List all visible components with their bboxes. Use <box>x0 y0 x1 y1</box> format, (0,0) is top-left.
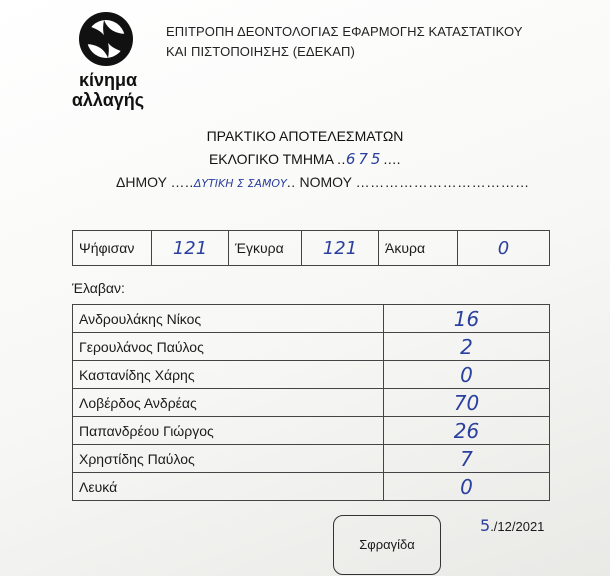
candidate-votes: 2 <box>384 333 550 361</box>
org-line1: ΕΠΙΤΡΟΠΗ ΔΕΟΝΤΟΛΟΓΙΑΣ ΕΦΑΡΜΟΓΗΣ ΚΑΤΑΣΤΑΤΙΚΟΥ <box>166 24 523 39</box>
logo-text <box>60 70 156 110</box>
valid-label: Έγκυρα <box>229 231 302 266</box>
date-day: 5 <box>480 516 491 535</box>
date-line <box>480 516 544 535</box>
municipality-dots-right: .. <box>286 174 296 190</box>
votes-summary-table <box>72 230 550 266</box>
blank-votes-label: Λευκά <box>73 473 384 501</box>
prefecture-label: ΝΟΜΟΥ <box>299 174 352 190</box>
blank-votes-value: 0 <box>384 473 550 501</box>
table-row <box>73 445 550 473</box>
invalid-label: Άκυρα <box>379 231 458 266</box>
candidate-votes: 0 <box>384 361 550 389</box>
candidate-name: Λοβέρδος Ανδρέας <box>73 389 384 417</box>
candidate-name: Χρηστίδης Παύλος <box>73 445 384 473</box>
table-row <box>73 389 550 417</box>
table-row <box>73 333 550 361</box>
candidate-votes: 16 <box>384 305 550 333</box>
org-line2: ΚΑΙ ΠΙΣΤΟΠΟΙΗΣΗΣ (ΕΔΕΚΑΠ) <box>166 44 355 59</box>
section-label: ΕΚΛΟΓΙΚΟ ΤΜΗΜΑ <box>208 151 334 167</box>
organization-header <box>166 22 523 62</box>
stamp-label: Σφραγίδα <box>359 537 415 552</box>
candidates-table <box>72 304 550 501</box>
candidate-name: Γερουλάνος Παύλος <box>73 333 384 361</box>
invalid-value: 0 <box>458 231 550 266</box>
results-label: Έλαβαν: <box>72 280 125 296</box>
table-row <box>73 473 550 501</box>
candidate-votes: 26 <box>384 417 550 445</box>
table-row <box>73 417 550 445</box>
prefecture-dots: ……………………………… <box>355 174 530 190</box>
voted-label: Ψήφισαν <box>73 231 152 266</box>
section-value: 675 <box>345 150 384 168</box>
document-title: ΠΡΑΚΤΙΚΟ ΑΠΟΤΕΛΕΣΜΑΤΩΝ <box>206 128 404 144</box>
candidate-name: Καστανίδης Χάρης <box>73 361 384 389</box>
table-row <box>73 361 550 389</box>
valid-value: 121 <box>302 231 379 266</box>
section-dots-right: .... <box>383 151 402 167</box>
votes-summary-row <box>73 231 550 266</box>
stamp-box <box>333 515 441 575</box>
candidate-votes: 70 <box>384 389 550 417</box>
table-row <box>73 305 550 333</box>
party-logo-icon <box>78 8 134 70</box>
logo-line1: κίνημα <box>78 70 138 90</box>
logo-line2: αλλαγής <box>71 90 145 110</box>
candidate-votes: 7 <box>384 445 550 473</box>
municipality-line <box>116 174 530 191</box>
candidate-name: Παπανδρέου Γιώργος <box>73 417 384 445</box>
municipality-label: ΔΗΜΟΥ <box>116 174 167 190</box>
date-rest: ./12/2021 <box>490 519 545 534</box>
section-line <box>0 150 610 168</box>
voted-value: 121 <box>152 231 229 266</box>
municipality-dots-left: ….. <box>170 174 194 190</box>
municipality-value: ΔΥΤΙΚΗ Σ ΣΑΜΟΥ <box>193 177 287 190</box>
candidate-name: Ανδρουλάκης Νίκος <box>73 305 384 333</box>
section-dots-left: .. <box>337 151 346 167</box>
